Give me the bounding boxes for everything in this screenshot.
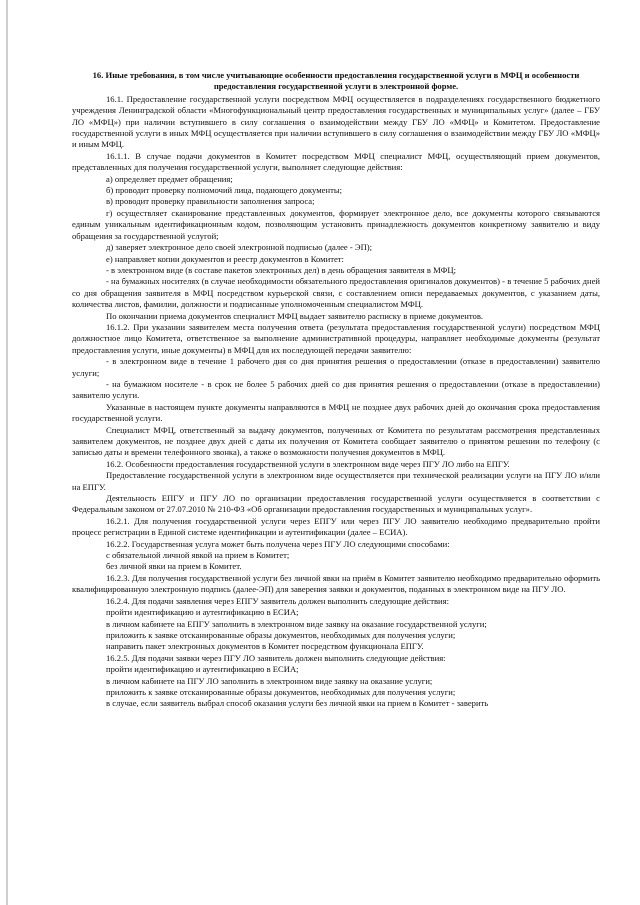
paragraph: в личном кабинете на ЕПГУ заполнить в электронном виде заявку на оказание государственной услуги; xyxy=(106,618,487,629)
paragraph: 16.2. Особенности предоставления государственной услуги в электронном виде через ПГУ ЛО либо на ЕПГУ. xyxy=(106,458,510,469)
paragraph: приложить к заявке отсканированные образы документов, необходимых для получения услуги; xyxy=(106,686,456,697)
paragraph: 16.1.2. При указании заявителем места получения ответа (результата предоставления государственной услуги) посредством МФЦ должностное лицо Комитета, ответственное за выполнение административной процедуры, направляет необходимые документы (результат предоставления услуги, иные документы) в МФЦ для их последующей передачи заявителю: xyxy=(72,321,600,355)
paragraph: 16.2.1. Для получения государственной услуги через ЕПГУ или через ПГУ ЛО заявителю необходимо предварительно пройти процесс регистрации в Единой системе идентификации и аутентификации (далее – ЕСИА). xyxy=(72,515,600,538)
paragraph: пройти идентификацию и аутентификацию в ЕСИА; xyxy=(106,664,299,675)
paragraph: Указанные в настоящем пункте документы направляются в МФЦ не позднее двух рабочих дней до окончания срока предоставления государственной услуги. xyxy=(72,401,600,424)
paragraph-list xyxy=(72,94,600,710)
paragraph: 16.2.2. Государственная услуга может быть получена через ПГУ ЛО следующими способами: xyxy=(106,538,450,549)
document-body xyxy=(72,70,600,710)
scan-edge-line xyxy=(6,0,8,905)
paragraph: пройти идентификацию и аутентификацию в ЕСИА; xyxy=(106,607,299,618)
section-title: 16. Иные требования, в том числе учитывающие особенности предоставления государственной услуги в МФЦ и особенности предоставления государственной услуги в электронной форме. xyxy=(92,70,580,92)
paragraph: По окончании приема документов специалист МФЦ выдает заявителю расписку в приеме документов. xyxy=(106,310,484,321)
paragraph: 16.1. Предоставление государственной услуги посредством МФЦ осуществляется в подразделениях государственного бюджетного учреждения Ленинградской области «Многофункциональный центр предоставления государственных и муниципальных услуг» (далее – ГБУ ЛО «МФЦ») при наличии вступившего в силу соглашения о взаимодействии между ГБУ ЛО «МФЦ» и Комитетом. Предоставление государственной услуги в иных МФЦ осуществляется при наличии вступившего в силу соглашения о взаимодействии между ГБУ ЛО «МФЦ» и иным МФЦ. xyxy=(72,93,600,150)
paragraph: - на бумажных носителях (в случае необходимости обязательного предоставления оригиналов документов) - в течение 5 рабочих дней со дня обращения заявителя в МФЦ посредством курьерской связи, с составлением описи передаваемых документов, с указанием даты, количества листов, фамилии, должности и подписанные уполномоченным специалистом МФЦ. xyxy=(72,276,600,310)
paragraph: б) проводит проверку полномочий лица, подающего документы; xyxy=(106,185,343,196)
paragraph: в личном кабинете на ПГУ ЛО заполнить в электронном виде заявку на оказание услуги; xyxy=(106,675,433,686)
paragraph: г) осуществляет сканирование представленных документов, формирует электронное дело, все документы которого связываются единым уникальным идентификационным кодом, позволяющим установить принадлежность документов конкретному заявителю и виду обращения за государственной услугой; xyxy=(72,207,600,241)
paragraph: е) направляет копии документов и реестр документов в Комитет: xyxy=(106,253,344,264)
paragraph: - на бумажном носителе - в срок не более 5 рабочих дней со дня принятия решения о предоставлении (отказе в предоставлении) заявителю услуги. xyxy=(72,378,600,401)
paragraph: в случае, если заявитель выбрал способ оказания услуги без личной явки на прием в Комитет - заверить xyxy=(106,698,489,709)
paragraph: 16.2.5. Для подачи заявки через ПГУ ЛО заявитель должен выполнить следующие действия: xyxy=(106,652,446,663)
paragraph: направить пакет электронных документов в Комитет посредством функционала ЕПГУ. xyxy=(106,641,424,652)
paragraph: - в электронном виде в течение 1 рабочего дня со дня принятия решения о предоставлении (отказе в предоставлении) заявителю услуги; xyxy=(72,356,600,378)
paragraph: Деятельность ЕПГУ и ПГУ ЛО по организации предоставления государственной услуги осуществляется в соответствии с Федеральным законом от 27.07.2010 № 210-ФЗ «Об организации предоставления государственных и муниципальных услуг». xyxy=(72,493,600,515)
paragraph: Специалист МФЦ, ответственный за выдачу документов, полученных от Комитета по результатам рассмотрения представленных заявителем документов, не позднее двух дней с даты их получения от Комитета сообщает заявителю о принятом решении по телефону (с записью даты и времени телефонного звонка), а также о возможности получения документов в МФЦ. xyxy=(72,424,600,458)
paragraph: с обязательной личной явкой на прием в Комитет; xyxy=(106,550,290,561)
paragraph: Предоставление государственной услуги в электронном виде осуществляется при технической реализации услуги на ПГУ ЛО и/или на ЕПГУ. xyxy=(72,470,600,492)
paragraph: 16.2.3. Для получения государственной услуги без личной явки на приём в Комитет заявителю необходимо предварительно оформить квалифицированную электронную подпись (далее-ЭП) для заверения заявки и документов, поданных в электронном виде на ПГУ ЛО. xyxy=(72,572,600,595)
paragraph: - в электронном виде (в составе пакетов электронных дел) в день обращения заявителя в МФЦ; xyxy=(106,264,456,275)
paragraph: а) определяет предмет обращения; xyxy=(106,173,233,184)
paragraph: д) заверяет электронное дело своей электронной подписью (далее - ЭП); xyxy=(106,242,373,253)
paragraph: в) проводит проверку правильности заполнения запроса; xyxy=(106,196,315,207)
paragraph: приложить к заявке отсканированные образы документов, необходимых для получения услуги; xyxy=(106,629,456,640)
paragraph: 16.1.1. В случае подачи документов в Комитет посредством МФЦ специалист МФЦ, осуществляющий прием документов, представленных для получения государственной услуги, выполняет следующие действия: xyxy=(72,150,600,173)
paragraph: без личной явки на прием в Комитет. xyxy=(106,561,242,572)
paragraph: 16.2.4. Для подачи заявления через ЕПГУ заявитель должен выполнить следующие действия: xyxy=(106,595,449,606)
